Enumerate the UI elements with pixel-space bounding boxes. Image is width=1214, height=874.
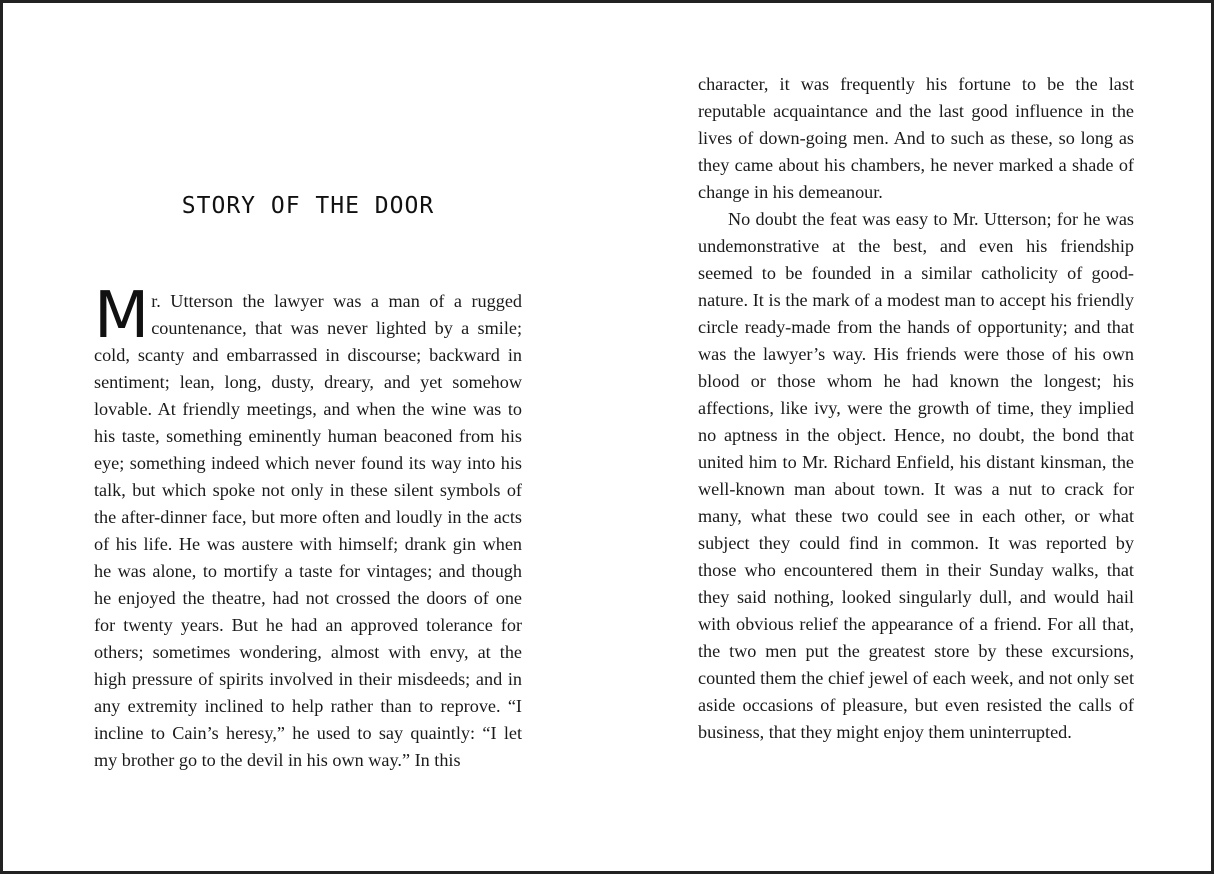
right-page [610,3,1214,871]
right-page-body [698,71,1134,746]
second-paragraph: No doubt the feat was easy to Mr. Utterson; for he was undemonstrative at the best, and even his friendship seemed to be founded in a similar catholicity of good-nature. It is the mark of a modest man to accept his friendly circle ready-made from the hands of opportunity; and that was the lawyer’s way. His friends were those of his own blood or those whom he had known the longest; his affections, like ivy, were the growth of time, they implied no aptness in the object. Hence, no doubt, the bond that united him to Mr. Richard Enfield, his distant kinsman, the well-known man about town. It was a nut to crack for many, what these two could see in each other, or what subject they could find in common. It was reported by those who encountered them in their Sunday walks, that they said nothing, looked singularly dull, and would hail with obvious relief the appearance of a friend. For all that, the two men put the greatest store by these excursions, counted them the chief jewel of each week, and not only set aside occasions of pleasure, but even resisted the calls of business, that they might enjoy them uninterrupted. [698,209,1134,742]
continued-paragraph: character, it was frequently his fortune to be the last reputable acquaintance and the last good influence in the lives of down-going men. And to such as these, so long as they came about his chambers, he never marked a shade of change in his demeanour. [698,74,1134,202]
left-page [3,3,610,871]
opening-paragraph [94,279,522,774]
left-page-body [94,279,522,774]
opening-paragraph-text: r. Utterson the lawyer was a man of a rugged countenance, that was never lighted by a smile; cold, scanty and embarrassed in discourse; backward in sentiment; lean, long, dusty, dreary, and yet somehow lovable. At friendly meetings, and when the wine was to his taste, something eminently human beaconed from his eye; something indeed which never found its way into his talk, but which spoke not only in these silent symbols of the after-dinner face, but more often and loudly in the acts of his life. He was austere with himself; drank gin when he was alone, to mortify a taste for vintages; and though he enjoyed the theatre, had not crossed the doors of one for twenty years. But he had an approved tolerance for others; sometimes wondering, almost with envy, at the high pressure of spirits involved in their misdeeds; and in any extremity inclined to help rather than to reprove. “I incline to Cain’s heresy,” he used to say quaintly: “I let my brother go to the devil in his own way.” In this [94,291,522,770]
chapter-title: STORY OF THE DOOR [181,193,435,219]
drop-cap: M [94,279,150,353]
